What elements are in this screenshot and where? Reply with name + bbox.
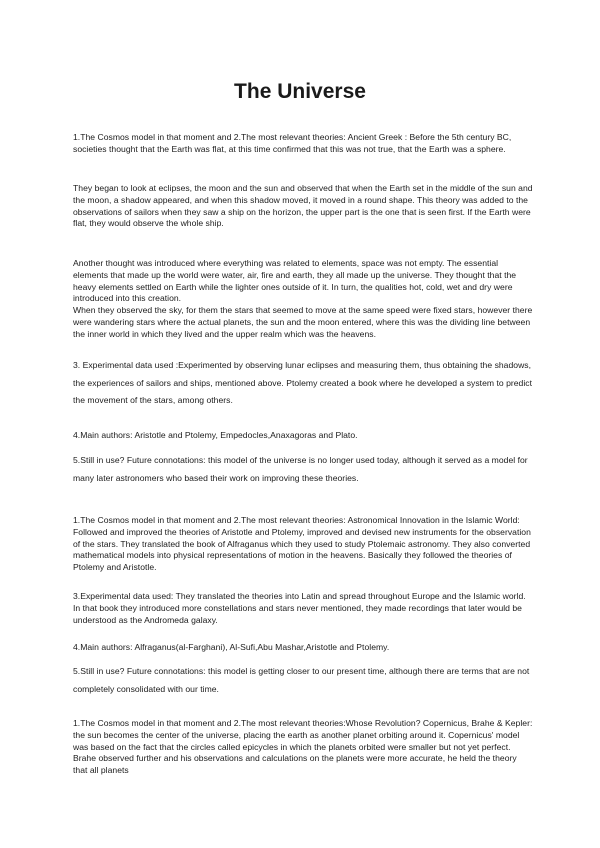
paragraph-elements: Another thought was introduced where everything was related to elements, space was not empty. The essential elements that made up the world were water, air, fire and earth, they all made up the universe. They thought that the heavy elements settled on Earth while the lighter ones outside of it. In turn, the qualities hot, cold, wet and dry were introduced into this creation. When they observed the sky, for them the stars that seemed to move at the same speed were fixed stars, however there were wandering stars where the actual planets, the sun and the moon entered, where this was the dividing line between the inner world in which they lived and the upper realm which was the heavens. xyxy=(73,258,533,339)
paragraph-islamic-still-in-use: 5.Still in use? Future connotations: this model is getting closer to our present time, although there are terms that are not completely consolidated with our time. xyxy=(73,666,530,694)
paragraph-eclipses: They began to look at eclipses, the moon and the sun and observed that when the Earth set in the middle of the sun and the moon, a shadow appeared, and when this shadow moved, it moved in a round shape. This theory was added to the observations of sailors when they saw a ship on the horizon, the upper part is the one that is seen first. If the Earth were flat, they would observe the whole ship. xyxy=(73,183,533,229)
paragraph-islamic-main-authors: 4.Main authors: Alfraganus(al-Farghani), Al-Sufi,Abu Mashar,Aristotle and Ptolemy. xyxy=(73,642,390,652)
paragraph-islamic-model: 1.The Cosmos model in that moment and 2.The most relevant theories: Astronomical Innovation in the Islamic World: Followed and improved the theories of Aristotle and Ptolemy, improved and devised new instruments for the observation of the stars. They translated the book of Alfraganus which they used to study Ptolemaic astronomy. They also converted mathematical models into physical representations of motion in the heavens. Basically they followed the theories of Ptolemy and Aristotle. xyxy=(73,515,531,573)
paragraph-copernican-model: 1.The Cosmos model in that moment and 2.The most relevant theories:Whose Revolution? Copernicus, Brahe & Kepler: the sun becomes the center of the universe, placing the earth as another planet orbiting around it. Copernicus' model was based on the fact that the circles called epicycles in which the planets orbited were smaller but not yet perfect. Brahe observed further and his observations and calculations on the planets were more accurate, he held the theory that all planets xyxy=(73,718,533,776)
page-title: The Universe xyxy=(234,80,366,103)
paragraph-greek-main-authors: 4.Main authors: Aristotle and Ptolemy, Empedocles,Anaxagoras and Plato. xyxy=(73,430,358,440)
paragraph-greek-still-in-use: 5.Still in use? Future connotations: this model of the universe is no longer used today, although it served as a model for many later astronomers who based their work on improving these theories. xyxy=(73,455,528,483)
paragraph-islamic-experimental-data: 3.Experimental data used: They translated the theories into Latin and spread throughout Europe and the Islamic world. In that book they introduced more constellations and stars never mentioned, they made recordings that later would be understood as the Andromeda galaxy. xyxy=(73,591,526,625)
paragraph-greek-model: 1.The Cosmos model in that moment and 2.The most relevant theories: Ancient Greek : Before the 5th century BC, societies thought that the Earth was flat, at this time confirmed that this was not true, that the Earth was a sphere. xyxy=(73,132,512,154)
paragraph-greek-experimental-data: 3. Experimental data used :Experimented by observing lunar eclipses and measuring them, thus obtaining the shadows, the experiences of sailors and ships, mentioned above. Ptolemy created a book where he developed a system to predict the movement of the stars, among others. xyxy=(73,360,533,405)
